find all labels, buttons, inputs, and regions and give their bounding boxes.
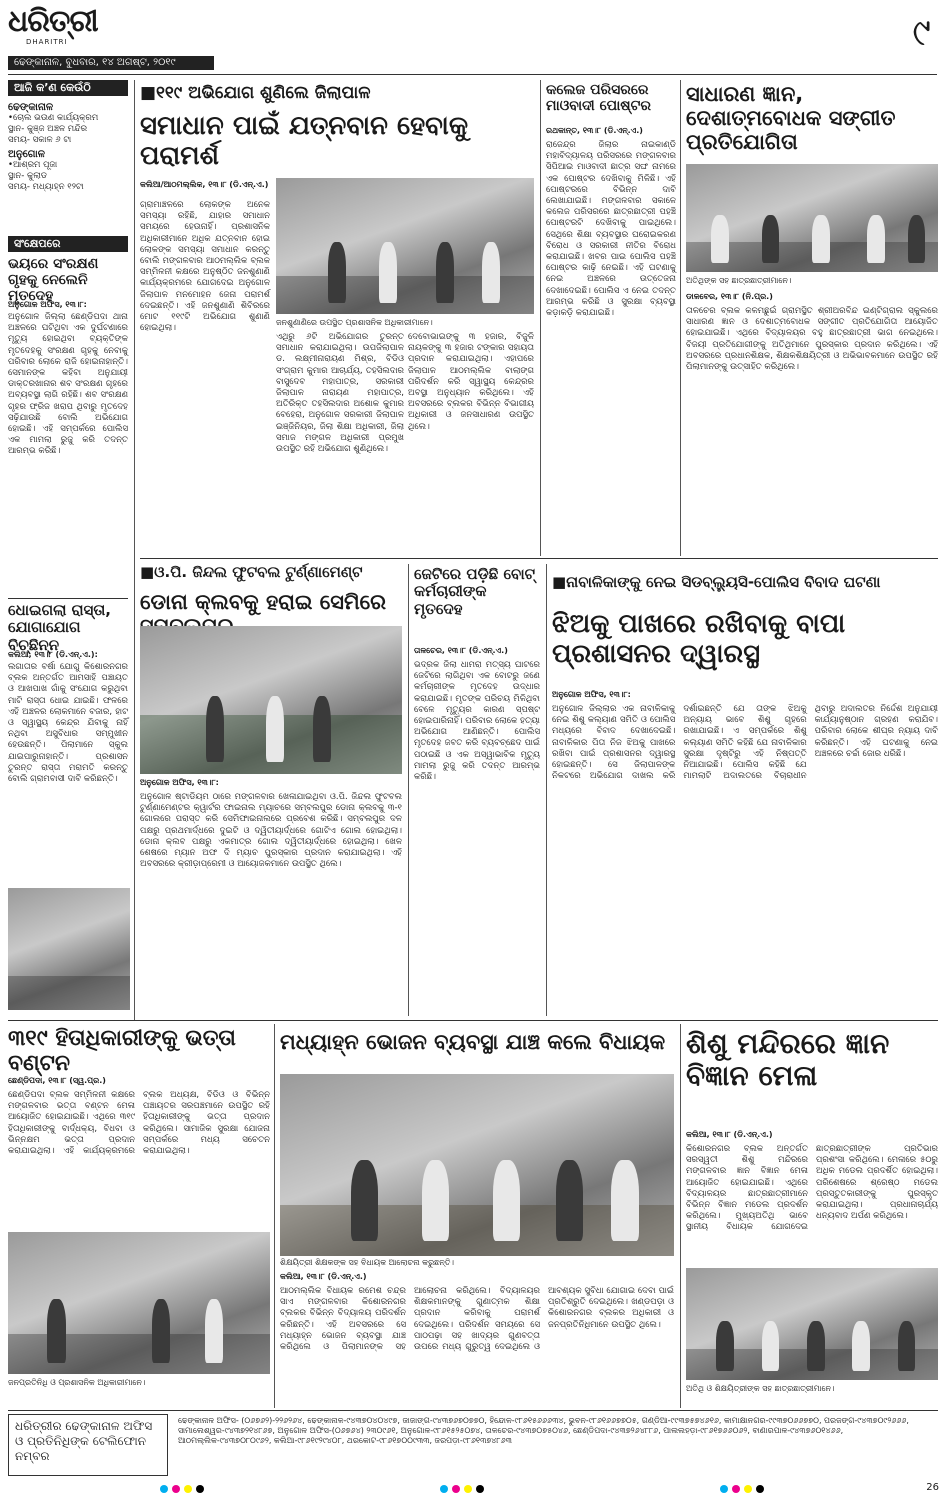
today-label: ଆଜି କ’ଣ କେଉଁଠି	[8, 80, 128, 96]
football-headline: ଡୋନା କ୍ଲବକୁ ହରାଇ ସେମିରେ	[140, 590, 387, 614]
quiz-photo-caption: ଅତିଥିଙ୍କ ସହ ଛାତ୍ରଛାତ୍ରୀମାନେ।	[686, 276, 792, 285]
brief2-byline: କଲିଆ, ୧୩।୮ (ଡି.ଏନ୍.ଏ.):	[8, 650, 98, 659]
main-headline: ସମାଧାନ ପାଇଁ ଯତ୍ନବାନ ହେବାକୁ ପରାମର୍ଶ	[140, 111, 469, 171]
main-photo	[276, 178, 534, 314]
event1-head: ଢେଙ୍କାନାଳ	[8, 102, 54, 113]
footer-phone-list: ଢେଙ୍କାନାଳ ଅଫିସ- (୦୬୭୬୨)-୨୨୬୨୬୪, ଢେଙ୍କାନାଳ-୯୪୩୭୦୪୦୪୯୭, ଜାଜାଙ୍ଗ-୯୪୩୭୬୭୦୭୭୦, ହିନ୍ଦୋଳ-୯୮୬୧୫୬୬୬୩୪, ଭୁବନ-୯୮୬୧୬୬୭୭୦୫, ଗଣ୍ଡିଆ-୯୯୩୭୫୭୪୬୧୬, କାମାକ୍ଷାନଗର-୯୯୩୭୦୬୬୭୭୦, ପରଜଙ୍ଗ-୯୪୩୭୦୯୨୬୬୬, ସାମାଲେଶ୍ୱର-୯୪୩୭୨୧୪୮୬୭, ଅନୁଗୋଳ ଅଫିସ-(୦୬୭୬୪) ୨୩୦୯୬୧, ଅନୁଗୋଳ-୯୮୬୧୫୨୫୦୭୪, ତାଳଚେର-୯୪୩୭୦୭୫୦୪୬, ଛେଣ୍ଡିପଦା-୯୪୩୭୨୬୪୮୮୬, ପାଲଲହଡ଼ା-୯୮୬୧୭୬୬୦୬୨, ବାଣାରପାଳ-୯୪୩୭୬୦୧୪୬୬, ଆଠମଲ୍ଲିକ-୯୪୩୭୦୮୦୯୬୨, କଲିଆ-୯୮୬୧୯୨୯୪୦୮, ଥରକୋଟ-୯୮୬୧୭୦୦୯୩୩, ଜରପଡ଼ା-୯୮୬୧୩୭୪୮୬୩	[178, 1416, 909, 1445]
science-photo-caption: ଅତିଥି ଓ ଶିକ୍ଷୟିତ୍ରୀଙ୍କ ସହ ଛାତ୍ରଛାତ୍ରୀମାନେ।	[686, 1384, 835, 1393]
meal-byline: କଲିଆ, ୧୩।୮ (ଡି.ଏନ୍.ଏ.)	[280, 1272, 367, 1281]
science-text: କିଶୋରନଗର ବ୍ଲକ ଅନ୍ତର୍ଗତ ସରସ୍ୱତୀ ଶିଶୁ ମନ୍ଦିରରେ ମଙ୍ଗଳବାର ଜ୍ଞାନ ବିଜ୍ଞାନ ମେଳା ଆୟୋଜିତ ହୋଇଯାଇଛି। ଏଥିରେ ବିଦ୍ୟାଳୟର ଛାତ୍ରଛାତ୍ରୀମାନେ ବିଭିନ୍ନ ବିଜ୍ଞାନ ମଡେଲ ପ୍ରଦର୍ଶନ କରିଥିଲେ। ମୁଖ୍ୟଅତିଥି ଭାବେ ସ୍ଥାନୀୟ ବିଧାୟକ ଯୋଗଦେଇ ଛାତ୍ରଛାତ୍ରୀଙ୍କ ପ୍ରତିଭାର ପ୍ରଶଂସା କରିଥିଲେ। ମେଳାରେ ୫୦ରୁ ଅଧିକ ମଡେଲ ପ୍ରଦର୍ଶିତ ହୋଇଥିଲା। ପରିଶେଷରେ ଶ୍ରେଷ୍ଠ ମଡେଲ ପ୍ରସ୍ତୁତକାରୀଙ୍କୁ ପୁରସ୍କୃତ କରାଯାଇଥିଲା। ପ୍ରଧାନାଚାର୍ଯ୍ୟ ଧନ୍ୟବାଦ ଅର୍ପଣ କରିଥିଲେ।	[686, 1144, 938, 1233]
football-caption: ଅନୁଗୋଳ ଅଫିସ, ୧୩।୮:	[140, 778, 219, 787]
quiz-text: ତାଳଚେର ବ୍ଲକ କଳମଛୁଇଁ ଗ୍ରାମସ୍ଥିତ ଶ୍ରୀଅରବିନ୍ଦ ଇଣ୍ଟିଗ୍ରାଲ ସ୍କୁଲରେ ସାଧାରଣ ଜ୍ଞାନ ଓ ଦେଶାତ୍ମବୋଧକ ସଙ୍ଗୀତ ପ୍ରତିଯୋଗିତା ଆୟୋଜିତ ହୋଇଯାଇଛି। ଏଥିରେ ବିଦ୍ୟାଳୟର ବହୁ ଛାତ୍ରଛାତ୍ରୀ ଭାଗ ନେଇଥିଲେ। ବିଜୟୀ ପ୍ରତିଯୋଗୀଙ୍କୁ ଅତିଥିମାନେ ପୁରସ୍କାର ପ୍ରଦାନ କରିଥିଲେ। ଏହି ଅବସରରେ ପ୍ରଧାନଶିକ୍ଷକ, ଶିକ୍ଷକଶିକ୍ଷୟିତ୍ରୀ ଓ ଅଭିଭାବକମାନେ ଉପସ୍ଥିତ ରହି ପିଲାମାନଙ୍କୁ ଉତ୍ସାହିତ କରିଥିଲେ।	[686, 306, 938, 373]
date-line: ଢେଙ୍କାନାଳ, ବୁଧବାର, ୧୪ ଅଗଷ୍ଟ, ୨୦୧୯	[8, 56, 214, 70]
meal-photo	[280, 1074, 674, 1256]
event2-head: ଅନୁଗୋଳ	[8, 148, 45, 160]
col-rule	[546, 564, 547, 1016]
child-text: ଅନୁଗୋଳ ଜିଲ୍ଲାର ଏକ ନାବାଳିକାକୁ ନେଇ ଶିଶୁ କଲ୍ୟାଣ ସମିତି ଓ ପୋଲିସ ମଧ୍ୟରେ ବିବାଦ ଦେଖାଦେଇଛି। ନାବାଳିକାର ପିତା ନିଜ ଝିଅକୁ ପାଖରେ ରଖିବା ପାଇଁ ପ୍ରଶାସନର ଦ୍ୱାରସ୍ଥ ହୋଇଛନ୍ତି। ସେ ଜିଲାପାଳଙ୍କ ନିକଟରେ ଅଭିଯୋଗ ଦାଖଲ କରି ଦର୍ଶାଇଛନ୍ତି ଯେ ତାଙ୍କ ଝିଅକୁ ଅନ୍ୟାୟ ଭାବେ ଶିଶୁ ଗୃହରେ ରଖାଯାଇଛି। ଏ ସମ୍ପର୍କରେ ଶିଶୁ କଲ୍ୟାଣ ସମିତି କହିଛି ଯେ ନାବାଳିକାର ସୁରକ୍ଷା ଦୃଷ୍ଟିରୁ ଏହି ନିଷ୍ପତ୍ତି ନିଆଯାଇଛି। ପୋଲିସ କହିଛି ଯେ ମାମଲାଟି ଅଦାଲତରେ ବିଚାରାଧୀନ ଥିବାରୁ ଅଦାଲତର ନିର୍ଦ୍ଦେଶ ଅନୁଯାୟୀ କାର୍ଯ୍ୟାନୁଷ୍ଠାନ ଗ୍ରହଣ କରାଯିବ। ପରିବାର ଲୋକେ ଶୀଘ୍ର ନ୍ୟାୟ ଦାବି କରିଛନ୍ତି। ଏହି ଘଟଣାକୁ ନେଇ ଅଞ୍ଚଳରେ ଚର୍ଚ୍ଚା ଜୋର ଧରିଛି।	[552, 704, 938, 782]
road-photo	[8, 888, 130, 1010]
logo-text: ଧରିତ୍ରୀ	[8, 4, 98, 39]
brief1-byline: ଅନୁଗୋଳ ଅଫିସ, ୧୩।୮:	[8, 300, 87, 309]
child-headline: ଝିଅକୁ ପାଖରେ ରଖିବାକୁ ବାପା ପ୍ରଶାସନର ଦ୍ୱାରସ୍ଥ	[552, 609, 846, 669]
science-byline: କଲିଆ, ୧୩।୮ (ଡି.ଏନ୍.ଏ.)	[686, 1130, 773, 1139]
masthead-rule	[8, 74, 937, 75]
col-rule	[680, 80, 681, 556]
allowance-photo	[8, 1232, 270, 1374]
col-rule	[408, 564, 409, 1016]
allowance-text: ଛେଣ୍ଡିପଦା ବ୍ଲକ ସମ୍ମିଳନୀ କକ୍ଷରେ ମଙ୍ଗଳବାର ଭତ୍ତା ବଣ୍ଟନ ମେଳା ଆୟୋଜିତ ହୋଇଯାଇଛି। ଏଥିରେ ୩୧୯ ହିତାଧିକାରୀଙ୍କୁ ବାର୍ଦ୍ଧକ୍ୟ, ବିଧବା ଓ ଭିନ୍ନକ୍ଷମ ଭତ୍ତା ପ୍ରଦାନ କରାଯାଇଥିଲା। ଏହି କାର୍ଯ୍ୟକ୍ରମରେ ବ୍ଲକ ଅଧ୍ୟକ୍ଷ, ବିଡିଓ ଓ ବିଭିନ୍ନ ପଞ୍ଚାୟତର ସରପଞ୍ଚମାନେ ଉପସ୍ଥିତ ରହି ହିତାଧିକାରୀଙ୍କୁ ଭତ୍ତା ପ୍ରଦାନ କରିଥିଲେ। ସାମାଜିକ ସୁରକ୍ଷା ଯୋଜନା ସମ୍ପର୍କରେ ମଧ୍ୟ ସଚେତନ କରାଯାଇଥିଲା।	[8, 1090, 270, 1157]
poster-text: ରାଜେନ୍ଦ୍ର ଜିଲାର ନାଇକାଣ୍ଡି ମହାବିଦ୍ୟାଳୟ ପରିସରରେ ମଙ୍ଗଳବାର ସିପିଆଇ ମାଓବାଦୀ ଛାତ୍ର ସଙ୍ଘ ନାମରେ ଏକ ପୋଷ୍ଟର ଦେଖିବାକୁ ମିଳିଛି। ଏହି ପୋଷ୍ଟରରେ ବିଭିନ୍ନ ଦାବି ଲେଖାଯାଇଛି। ମଙ୍ଗଳବାର ସକାଳେ କଲେଜ ପରିସରରେ ଛାତ୍ରଛାତ୍ରୀ ପହଞ୍ଚି ପୋଷ୍ଟରଟି ଦେଖିବାକୁ ପାଇଥିଲେ। ସେଥିରେ ଶିକ୍ଷା ବ୍ୟବସ୍ଥାର ଘରୋଇକରଣ ବିରୋଧ ଓ ସରକାରୀ ନୀତିର ବିରୋଧ କରାଯାଇଛି। ଖବର ପାଇ ପୋଲିସ ପହଞ୍ଚି ପୋଷ୍ଟର କାଢ଼ି ନେଇଛି। ଏହି ଘଟଣାକୁ ନେଇ ଅଞ୍ଚଳରେ ଉତ୍ତେଜନା ଦେଖାଦେଇଛି। ପୋଲିସ ଏ ନେଇ ତଦନ୍ତ ଆରମ୍ଭ କରିଛି ଓ ସୁରକ୍ଷା ବ୍ୟବସ୍ଥା କଡ଼ାକଡ଼ି କରାଯାଇଛି।	[546, 140, 676, 319]
allowance-photo-caption: ଜନପ୍ରତିନିଧି ଓ ପ୍ରଶାସନିକ ଅଧିକାରୀମାନେ।	[8, 1378, 146, 1387]
brief-label: ସଂକ୍ଷେପରେ	[8, 236, 128, 252]
main-byline: କଲିଆ/ଆଠମଲ୍ଲିକ, ୧୩।୮ (ଡି.ଏନ୍.ଏ.)	[140, 180, 269, 189]
poster-headline: କଲେଜ ପରିସରରେ ମାଓବାଦୀ ପୋଷ୍ଟର	[546, 82, 651, 115]
brief2-title: ଧୋଇଗଲା ରାସ୍ତା, ଯୋଗାଯୋଗ ବିଚ୍ଛିନ୍ନ	[8, 601, 111, 654]
quiz-photo	[686, 164, 938, 272]
page-number: ୯	[912, 10, 931, 54]
football-text: ଅନୁଗୋଳ ଷ୍ଟାଡିୟମ ଠାରେ ମଙ୍ଗଳବାର ଖେଳାଯାଇଥିବା ଓ.ପି. ଜିନ୍ଦଲ ଫୁଟବଲ ଟୁର୍ଣ୍ଣାମେଣ୍ଟର କ୍ୱାର୍ଟର ଫାଇନାଲ ମ୍ୟାଚରେ ସମ୍ବଲପୁର ଡୋନା କ୍ଲବକୁ ୩-୧ ଗୋଲରେ ପରାସ୍ତ କରି ସେମିଫାଇନାଲରେ ପ୍ରବେଶ କରିଛି। ସମ୍ବଲପୁର ଦଳ ପକ୍ଷରୁ ପ୍ରଥମାର୍ଦ୍ଧରେ ଦୁଇଟି ଓ ଦ୍ୱିତୀୟାର୍ଦ୍ଧରେ ଗୋଟିଏ ଗୋଲ ହୋଇଥିଲା। ଡୋନା କ୍ଲବ ପକ୍ଷରୁ ଏକମାତ୍ର ଗୋଲ ଦ୍ୱିତୀୟାର୍ଦ୍ଧରେ ହୋଇଥିଲା। ଖେଳ ଶେଷରେ ମ୍ୟାନ ଅଫ ଦି ମ୍ୟାଚ ପୁରସ୍କାର ପ୍ରଦାନ କରାଯାଇଥିଲା। ଏହି ଅବସରରେ କ୍ରୀଡ଼ାପ୍ରେମୀ ଓ ଆୟୋଜକମାନେ ଉପସ୍ଥିତ ଥିଲେ।	[140, 792, 402, 870]
section-rule	[140, 558, 938, 559]
event2-line: ସମୟ- ମଧ୍ୟାହ୍ନ ୧୨ଟା	[8, 182, 84, 193]
brief1-text: ଅନୁଗୋଳ ଜିଲ୍ଲା ଛେଣ୍ଡିପଦା ଥାନା ଅଞ୍ଚଳରେ ଘଟିଥିବା ଏକ ଦୁର୍ଘଟଣାରେ ମୃତ୍ୟୁ ହୋଇଥିବା ବ୍ୟକ୍ତିଙ୍କ ମୃତଦେହକୁ ସଂରକ୍ଷଣ ଗୃହକୁ ନେବାକୁ ପରିବାର ଲୋକେ ରାଜି ହୋଇନାହାନ୍ତି। ସେମାନଙ୍କ କହିବା ଅନୁଯାୟୀ ଡାକ୍ତରଖାନାର ଶବ ସଂରକ୍ଷଣ ଗୃହରେ ଅବ୍ୟବସ୍ଥା ଲାଗି ରହିଛି। ଶବ ସଂରକ୍ଷଣ ଗୃହର ଫ୍ରିଜ ଖରାପ ଥିବାରୁ ମୃତଦେହ ସଢ଼ିଯାଉଛି ବୋଲି ଅଭିଯୋଗ ହୋଇଛି। ଏହି ସମ୍ପର୍କରେ ପୋଲିସ ଏକ ମାମଲା ରୁଜୁ କରି ତଦନ୍ତ ଆରମ୍ଭ କରିଛି।	[8, 312, 128, 457]
boat-headline: ଜେଟିରେ ପଡ଼ିଛି ବୋଟ୍ କର୍ମଚାରୀଙ୍କ ମୃତଦେହ	[414, 565, 536, 618]
meal-photo-caption: ଶିକ୍ଷୟିତ୍ରୀ ଶିକ୍ଷକଙ୍କ ସହ ବିଧାୟକ ଆଲୋଚନା କରୁଛନ୍ତି।	[280, 1258, 455, 1267]
main-lead: ଗ୍ରାମାଞ୍ଚଳରେ ଲୋକଙ୍କ ଅନେକ ସମସ୍ୟା ରହିଛି, ଯାହାର ସମାଧାନ ସମୟରେ ହେଉନାହିଁ। ପ୍ରଶାସନିକ ଅଧିକାରୀମାନେ ଅଧିକ ଯତ୍ନବାନ ହୋଇ ଲୋକଙ୍କ ସମସ୍ୟା ସମାଧାନ କରନ୍ତୁ ବୋଲି ମଙ୍ଗଳବାର ଆଠମଲ୍ଲିକ ବ୍ଲକ ସମ୍ମିଳନୀ କକ୍ଷରେ ଅନୁଷ୍ଠିତ ଜନଶୁଣାଣି କାର୍ଯ୍ୟକ୍ରମରେ ଯୋଗଦେଇ ଅନୁଗୋଳ ଜିଲାପାଳ ମନମୋହନ ଜେନା ପରାମର୍ଶ ଦେଇଛନ୍ତି। ଏହି ଜନଶୁଣାଣି ଶିବିରରେ ମୋଟ ୧୧୯ଟି ଅଭିଯୋଗ ଶୁଣାଣି ହୋଇଥିଲା।	[140, 200, 270, 334]
allowance-byline: ଛେଣ୍ଡିପଦା, ୧୩।୮ (ସ୍ୱ.ପ୍ର.)	[8, 1076, 106, 1085]
science-photo	[686, 1268, 938, 1380]
event2-line: ସ୍ଥାନ- କୁଲାଡ	[8, 170, 48, 181]
main-col2: ଏଥିରୁ ୬ଟି ଅଭିଯୋଗର ତୁରନ୍ତ ସମାଧାନ କରାଯାଇଥିଲା। ଉପଜିଲାପାଳ ଡ. ଲକ୍ଷ୍ମୀନାରାୟଣ ମିଶ୍ର, ବିଡିଓ ସଂଗ୍ରାମ କୁମାର ଆଚାର୍ଯ୍ୟ, ତହସିଲଦାର ବାସୁଦେବ ମହାପାତ୍ର, ସରକାରୀ ଜିଲାପାଳ ନାରାୟଣ ମହାପାତ୍ର, ଅତିରିକ୍ତ ତହସିଲଦାର ଅଶୋକ କୁମାର ବେହେରା, ଅନୁଗୋଳ ସରକାରୀ ଜିଲାପାଳ ଇଞ୍ଜିନିୟର, ଜିଲା ଶିକ୍ଷା ଅଧିକାରୀ, ଜିଲା ସମାଜ ମଙ୍ଗଳ ଅଧିକାରୀ ପ୍ରମୁଖ ଉପସ୍ଥିତ ରହି ଅଭିଯୋଗ ଶୁଣିଥିଲେ।	[276, 332, 404, 455]
main-photo-caption: ଜନଶୁଣାଣିରେ ଉପସ୍ଥିତ ପ୍ରଶାସନିକ ଅଧିକାରୀମାନେ।	[276, 318, 433, 327]
brief2-text: ଲଗାତାର ବର୍ଷା ଯୋଗୁ କିଶୋରନଗର ବ୍ଲକ ଅନ୍ତର୍ଗତ ଆମସାହି ପଞ୍ଚାୟତ ଓ ଆଖପାଖ ଗାଁକୁ ସଂଯୋଗ କରୁଥିବା ମାଟି ରାସ୍ତା ଧୋଇ ଯାଇଛି। ଫଳରେ ଏହି ଅଞ୍ଚଳର ଲୋକମାନେ ବଜାର, ହାଟ ଓ ସ୍ୱାସ୍ଥ୍ୟ କେନ୍ଦ୍ର ଯିବାକୁ ନାହିଁ ନଥିବା ଅସୁବିଧାର ସମ୍ମୁଖୀନ ହେଉଛନ୍ତି। ପିଲାମାନେ ସ୍କୁଲ ଯାଇପାରୁନାହାନ୍ତି। ପ୍ରଶାସନ ତୁରନ୍ତ ରାସ୍ତା ମରାମତି କରନ୍ତୁ ବୋଲି ଗ୍ରାମବାସୀ ଦାବି କରିଛନ୍ତି।	[8, 662, 128, 785]
football-photo	[140, 626, 402, 774]
page-mark: 26	[926, 1482, 939, 1493]
footer-rule	[8, 1410, 938, 1411]
boat-byline: ତାଳଚେର, ୧୩।୮ (ଡି.ଏନ୍.ଏ.)	[414, 646, 508, 655]
event1-line: ସ୍ଥାନ- କୁଞ୍ଜ ଅଞ୍ଚଳ ମନ୍ଦିର	[8, 124, 88, 135]
meal-headline: ମଧ୍ୟାହ୍ନ ଭୋଜନ ବ୍ୟବସ୍ଥା ଯାଞ୍ଚ କଲେ ବିଧାୟକ	[280, 1030, 666, 1054]
footer-office-box: ଧରିତ୍ରୀର ଢେଙ୍କାନାଳ ଅଫିସ ଓ ପ୍ରତିନିଧିଙ୍କ ଟେଲିଫୋନ ନମ୍ବର	[8, 1414, 168, 1476]
brief1-title: ଭୟରେ ସଂରକ୍ଷଣ ଗୃହକୁ ନେଲେନି ମୃତଦେହ	[8, 256, 99, 305]
boat-text: ଭଦ୍ରକ ଜିଲା ଧାମରା ମତ୍ସ୍ୟ ଘାଟରେ ଜେଟିରେ ଲାଗିଥିବା ଏକ ବୋଟରୁ ଜଣେ କର୍ମଚାରୀଙ୍କ ମୃତଦେହ ଉଦ୍ଧାର କରାଯାଇଛି। ମୃତଙ୍କ ପରିଚୟ ମିଳିଥିବା ବେଳେ ମୃତ୍ୟୁର କାରଣ ସ୍ପଷ୍ଟ ହୋଇପାରିନାହିଁ। ପରିବାର ଲୋକେ ହତ୍ୟା ଅଭିଯୋଗ ଆଣିଛନ୍ତି। ପୋଲିସ ମୃତଦେହ ଜବତ କରି ବ୍ୟବଚ୍ଛେଦ ପାଇଁ ପଠାଇଛି ଓ ଏକ ଅସ୍ୱାଭାବିକ ମୃତ୍ୟୁ ମାମଲା ରୁଜୁ କରି ତଦନ୍ତ ଆରମ୍ଭ କରିଛି।	[414, 660, 540, 783]
event1-line: ସମୟ- ସକାଳ ୬ ଟା	[8, 135, 72, 146]
football-kicker: ■ଓ.ପି. ଜିନ୍ଦଲ ଫୁଟବଲ ଟୁର୍ଣ୍ଣାମେଣ୍ଟ	[140, 563, 363, 581]
col-rule	[274, 1024, 275, 1408]
left-column-rule	[134, 80, 135, 1020]
main-col3: ଦେବୋଭାଇଙ୍କୁ ୩ ହଜାର, ବିଜୁଳି ନାୟକଙ୍କୁ ୩ ହଜାର ଟଙ୍କାର ସହାୟତା ପ୍ରଦାନ କରାଯାଇଥିଲା। ଏହାପରେ ଜିଲାପାଳ ଆଠମଲ୍ଲିକ ବାଲାଙ୍ଗ ପରିଦର୍ଶନ କରି ସ୍ୱାସ୍ଥ୍ୟ କେନ୍ଦ୍ରର ଅବସ୍ଥା ଅନୁଧ୍ୟାନ କରିଥିଲେ। ଏହି ଅବସରରେ ବ୍ଲକର ବିଭିନ୍ନ ବିଭାଗୀୟ ଅଧିକାରୀ ଓ ଜନସାଧାରଣ ଉପସ୍ଥିତ ଥିଲେ।	[408, 332, 534, 432]
event2-line: •ଆଶ୍ରମ ପୂଜା	[8, 159, 58, 170]
quiz-headline: ସାଧାରଣ ଜ୍ଞାନ, ଦେଶାତ୍ମବୋଧକ ସଙ୍ଗୀତ ପ୍ରତିଯୋଗିତା	[686, 82, 896, 155]
child-byline: ଅନୁଗୋଳ ଅଫିସ, ୧୩।୮:	[552, 690, 631, 699]
quiz-byline: ଡାଳବେର, ୧୩।୮ (ନି.ପ୍ର.)	[686, 292, 773, 301]
masthead-logo	[8, 4, 98, 54]
registration-marks	[0, 1480, 945, 1498]
main-kicker: ■୧୧୯ ଅଭିଯୋଗ ଶୁଣିଲେ ଜିଲାପାଳ	[140, 83, 371, 103]
brief-divider	[8, 598, 128, 599]
poster-byline: ରଥକାନ୍ତ, ୧୩।୮ (ଡି.ଏନ୍.ଏ.)	[546, 126, 643, 135]
child-kicker: ■ନାବାଳିକାଙ୍କୁ ନେଇ ସିଡବ୍ଲ୍ୟୁସି-ପୋଲିସ ବିବାଦ ଘଟଣା	[552, 573, 881, 591]
meal-text: ଆଠମଲ୍ଲିକ ବିଧାୟକ ରମେଶ ଚନ୍ଦ୍ର ସାଏ ମଙ୍ଗଳବାର କିଶୋରନଗର ବ୍ଲକର ବିଭିନ୍ନ ବିଦ୍ୟାଳୟ ପରିଦର୍ଶନ କରିଛନ୍ତି। ଏହି ଅବସରରେ ସେ ମଧ୍ୟାହ୍ନ ଭୋଜନ ବ୍ୟବସ୍ଥା ଯାଞ୍ଚ କରିଥିଲେ ଓ ପିଲାମାନଙ୍କ ସହ ଆଲୋଚନା କରିଥିଲେ। ବିଦ୍ୟାଳୟର ଶିକ୍ଷକମାନଙ୍କୁ ଗୁଣାତ୍ମକ ଶିକ୍ଷା ପ୍ରଦାନ କରିବାକୁ ପରାମର୍ଶ ଦେଇଥିଲେ। ପରିଦର୍ଶନ ସମୟରେ ସେ ପାଠପଢ଼ା ସହ ଖାଦ୍ୟର ଗୁଣବତ୍ତା ଉପରେ ମଧ୍ୟ ଗୁରୁତ୍ୱ ଦେଇଥିଲେ ଓ ଆବଶ୍ୟକ ସୁବିଧା ଯୋଗାଇ ଦେବା ପାଇଁ ପ୍ରତିଶ୍ରୁତି ଦେଇଥିଲେ। ଖଣ୍ଡପଡ଼ା ଓ କିଶୋରନଗର ବ୍ଲକର ଅଧିକାରୀ ଓ ଜନପ୍ରତିନିଧିମାନେ ଉପସ୍ଥିତ ଥିଲେ।	[280, 1286, 674, 1353]
section-rule	[8, 1020, 938, 1021]
col-rule	[680, 1024, 681, 1408]
left-column	[8, 80, 128, 193]
allowance-headline: ୩୧୯ ହିତାଧିକାରୀଙ୍କୁ ଭତ୍ତା ବଣ୍ଟନ	[8, 1026, 236, 1077]
col-rule	[540, 80, 541, 556]
event1-line: •ଚୋଲ ଭଉଣ କାର୍ଯ୍ୟକ୍ରମ	[8, 113, 99, 123]
logo-subtext: DHARITRI	[26, 38, 68, 46]
science-headline: ଶିଶୁ ମନ୍ଦିରରେ ଜ୍ଞାନ ବିଜ୍ଞାନ ମେଳା	[686, 1027, 890, 1093]
